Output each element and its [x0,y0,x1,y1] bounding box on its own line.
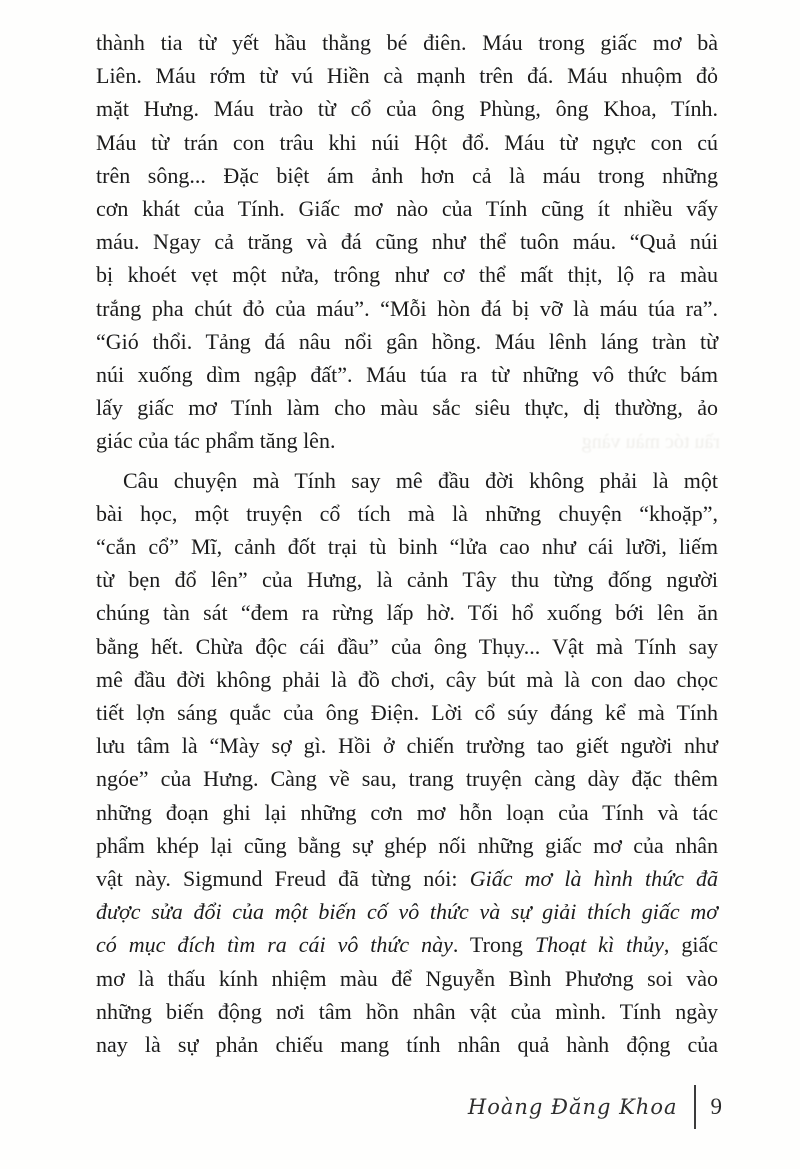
italic-text-segment: Thoạt kì thủy [534,932,664,958]
text-segment: mê đầu đời không phải là đồ chơi, cây bút mà là con dao chọc [96,666,718,692]
text-segment: Liên. Máu rớm từ vú Hiền cà mạnh trên đá. Máu nhuộm đỏ [96,63,718,89]
text-line [96,159,718,192]
text-line [96,995,718,1028]
text-segment: bị khoét vẹt một nửa, trông như cơ thể mất thịt, lộ ra màu [96,262,718,288]
body-text [96,26,718,1061]
footer-divider-rule [694,1085,696,1129]
text-line [96,630,718,663]
text-line [96,92,718,125]
text-segment: Câu chuyện mà Tính say mê đầu đời không phải là một [123,467,718,493]
text-line [96,26,718,59]
text-segment: những biến động nơi tâm hồn nhân vật của mình. Tính ngày [96,998,718,1024]
italic-text-segment: được sửa đổi của một biến cố vô thức và sự giải thích giấc mơ [96,899,718,925]
text-line [96,729,718,762]
text-segment: “cắn cổ” Mĩ, cảnh đốt trại tù binh “lửa cao như cái lưỡi, liếm [96,534,718,560]
text-line [96,563,718,596]
text-segment: những đoạn ghi lại những cơn mơ hỗn loạn của Tính và tác [96,799,718,825]
text-segment: lưu tâm là “Mày sợ gì. Hồi ở chiến trường tao giết người như [96,733,718,759]
text-line [96,962,718,995]
text-line [96,497,718,530]
text-line [96,358,718,391]
text-line [96,696,718,729]
paragraph [96,26,718,458]
italic-text-segment: có mục đích tìm ra cái vô thức này [96,932,453,958]
text-line [96,829,718,862]
text-line [96,325,718,358]
text-line [96,796,718,829]
text-segment: mơ là thấu kính nhiệm màu để Nguyễn Bình Phương soi vào [96,965,718,991]
text-segment: tiết lợn sáng quắc của ông Điện. Lời cổ súy đáng kể mà Tính [96,700,718,726]
text-segment: mặt Hưng. Máu trào từ cổ của ông Phùng, ông Khoa, Tính. [96,96,718,122]
text-segment: trên sông... Đặc biệt ám ảnh hơn cả là máu trong những [96,162,718,188]
text-line [96,464,718,497]
page-number: 9 [710,1094,722,1119]
text-segment: bằng hết. Chừa độc cái đầu” của ông Thụy... Vật mà Tính say [96,633,718,659]
text-line [96,530,718,563]
text-line [96,596,718,629]
text-segment: ngóe” của Hưng. Càng về sau, trang truyện càng dày đặc thêm [96,766,718,792]
text-segment: núi xuống dìm ngập đất”. Máu túa ra từ những vô thức bám [96,362,718,388]
text-segment: Máu từ trán con trâu khi núi Hột đổ. Máu từ ngực con cú [96,129,718,155]
text-line [96,258,718,291]
text-line [96,126,718,159]
text-segment: cơn khát của Tính. Giấc mơ nào của Tính cũng ít nhiều vấy [96,196,718,222]
text-line [96,663,718,696]
page-footer [0,1082,722,1132]
text-line [96,424,718,457]
text-segment: vật này. Sigmund Freud đã từng nói: [96,866,470,892]
text-segment: bài học, một truyện cổ tích mà là những chuyện “khoặp”, [96,500,718,526]
text-segment: . Trong [452,932,535,958]
text-line [96,391,718,424]
paragraph [96,464,718,1062]
italic-text-segment: Giấc mơ là hình thức đã [469,866,719,892]
text-line [96,225,718,258]
text-segment: “Gió thổi. Tảng đá nâu nổi gân hồng. Máu lênh láng tràn từ [96,328,718,354]
text-segment: từ bẹn đổ lên” của Hưng, là cảnh Tây thu từng đống người [96,567,718,593]
text-segment: chúng tàn sát “đem ra rừng lấp hờ. Tối hổ xuống bới lên ăn [96,600,718,626]
text-line [96,895,718,928]
text-line [96,928,718,961]
text-segment: giác của tác phẩm tăng lên. [96,428,336,454]
text-line [96,192,718,225]
text-segment: nay là sự phản chiếu mang tính nhân quả hành động của [96,1032,718,1058]
text-segment: lấy giấc mơ Tính làm cho màu sắc siêu thực, dị thường, ảo [96,395,718,421]
text-line [96,862,718,895]
text-segment: trắng pha chút đỏ của máu”. “Mỗi hòn đá bị vỡ là máu túa ra”. [96,295,718,321]
text-line [96,762,718,795]
bleedthrough-text: rầu tóc màu vàng [581,431,720,453]
text-line [96,292,718,325]
text-segment: thành tia từ yết hầu thằng bé điên. Máu trong giấc mơ bà [96,30,718,55]
text-segment: , giấc [663,932,718,958]
text-line [96,1028,718,1061]
text-segment: phẩm khép lại cũng bằng sự ghép nối những giấc mơ của nhân [96,832,718,858]
text-segment: máu. Ngay cả trăng và đá cũng như thể tuôn máu. “Quả núi [96,229,718,255]
footer-author-name: Hoàng Đăng Khoa [467,1095,678,1119]
text-line [96,59,718,92]
